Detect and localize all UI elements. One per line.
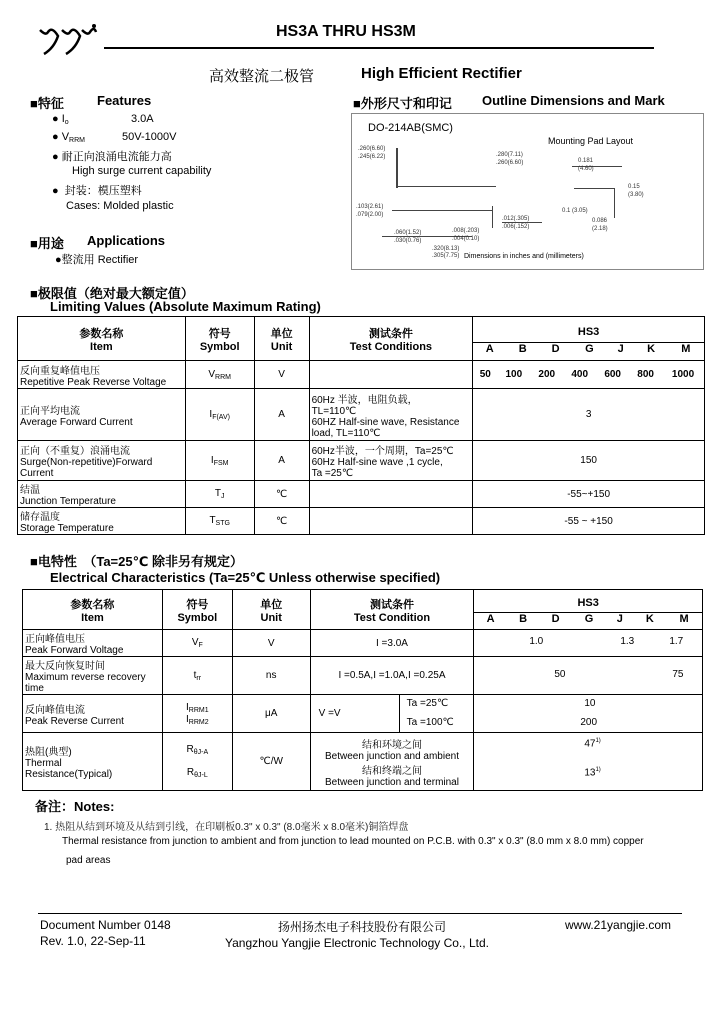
revision: Rev. 1.0, 22-Sep-11: [40, 934, 146, 948]
col-item: 参数名称 Item: [18, 317, 186, 361]
table-row: 正向峰值电压 Peak Forward Voltage $V_F$ V I =3.0A 1.0 1.3 1.7: [23, 630, 703, 657]
pad-layout-label: Mounting Pad Layout: [548, 136, 634, 146]
company-name-en: Yangzhou Yangjie Electronic Technology Co., Ltd.: [225, 936, 489, 950]
note-line-cn: 1. 热阻从结到环境及从结到引线，在印刷板0.3" x 0.3" (8.0毫米 x 8.0毫米)铜箔焊盘: [44, 822, 409, 833]
limiting-heading-cn: ■极限值（绝对最大额定值）: [30, 286, 194, 301]
dim-label: .260(6.60): [496, 160, 524, 166]
feature-case-en: Cases: Molded plastic: [66, 200, 174, 212]
dim-label: .004(0.10): [452, 236, 480, 242]
grade-k: K: [647, 343, 656, 355]
dim-label: .030(0.76): [394, 238, 422, 244]
features-heading-en: Features: [97, 93, 152, 108]
subtitle-cn: 高效整流二极管: [209, 68, 315, 85]
col-symbol: 符号 Symbol: [162, 590, 232, 630]
note-line-en: Thermal resistance from junction to ambient and from junction to lead mounted on P.C.B. with 0.3" x 0.3" (8.0 mm x 8.0 mm) copper: [62, 836, 644, 847]
col-unit: 单位 Unit: [254, 317, 309, 361]
package-label: DO-214AB(SMC): [368, 122, 453, 134]
grade-a: A: [485, 343, 494, 355]
feature-case-cn: ● 封装：模压塑料: [52, 185, 142, 197]
grade-d: D: [551, 343, 560, 355]
package-body: [396, 148, 398, 188]
feature-io-value: 3.0A: [131, 113, 154, 125]
feature-vrrm: ● $V_{RRM}$: [52, 131, 85, 144]
col-unit: 单位 Unit: [232, 590, 310, 630]
grade-m: M: [681, 343, 691, 355]
feature-surge-en: High surge current capability: [72, 165, 212, 177]
dim-label: .103(2.61): [356, 204, 384, 210]
table-row: 反向峰值电流 Peak Reverse Current $I_{RRM1}$ $I_{RRM2}$ μA V =V Ta =25℃ Ta =100℃ 10 200: [23, 695, 703, 733]
col-item: 参数名称 Item: [23, 590, 163, 630]
col-conditions: 测试条件 Test Condition: [310, 590, 474, 630]
grade-g: G: [585, 343, 594, 355]
dim-label: .305(7.75): [432, 253, 460, 259]
electrical-heading-cn: ■电特性 （Ta=25℃ 除非另有规定）: [30, 554, 243, 569]
col-part: HS3 A B D G J K M: [474, 590, 703, 630]
dim-label: .079(2.00): [356, 212, 384, 218]
dim-label: 0.1 (3.05): [562, 208, 588, 214]
feature-surge-cn: ● 耐正向浪涌电流能力高: [52, 151, 172, 163]
dim-label: 0.086: [592, 218, 608, 224]
website-link[interactable]: www.21yangjie.com: [565, 918, 672, 932]
dimensions-note: Dimensions in inches and (millimeters): [464, 253, 584, 260]
dim-label: .008(.203): [452, 228, 480, 234]
electrical-characteristics-table: [22, 589, 703, 791]
dim-label: .280(7.11): [496, 152, 523, 158]
dim-label: (4.60): [578, 166, 594, 172]
notes-heading: 备注：Notes:: [35, 799, 115, 814]
table-row: 正向（不重复）浪涌电流 Surge(Non-repetitive)Forward Current $I_{FSM}$ A 60Hz半波，一个周期，Ta=25℃ 60Hz Half-sine wave ,1 cycle, Ta =25℃ 150: [18, 441, 705, 481]
col-conditions: 测试条件 Test Conditions: [309, 317, 473, 361]
document-number: Document Number 0148: [40, 918, 171, 932]
features-heading-cn: ■特征: [30, 96, 64, 111]
dim-label: 0.15: [628, 184, 640, 190]
feature-io: ● $I_o$: [52, 113, 69, 126]
outline-drawing-frame: [351, 113, 704, 270]
grade-b: B: [518, 343, 527, 355]
feature-vrrm-value: 50V-1000V: [122, 131, 177, 143]
dim-label: .012(.305): [502, 216, 530, 222]
footer-rule: [38, 913, 682, 914]
outline-heading-en: Outline Dimensions and Mark: [482, 93, 665, 108]
table-row: 热阻(典型) Thermal Resistance(Typical) $R_{\theta J-A}$ $R_{\theta J-L}$ ℃/W 结和环境之间 Between junction and ambient 结和终端之间 Between junction and terminal 47$^{1)}$ 13$^{1)}$: [23, 733, 703, 791]
dim-label: .260(6.60): [358, 146, 386, 152]
note-line-en-2: pad areas: [66, 855, 111, 866]
col-symbol: 符号 Symbol: [185, 317, 254, 361]
grade-j: J: [617, 343, 624, 355]
dim-label: (3.80): [628, 192, 644, 198]
col-part: HS3 A B D G J K M: [473, 317, 705, 361]
outline-heading-cn: ■外形尺寸和印记: [353, 96, 452, 111]
limiting-values-table: [17, 316, 705, 535]
applications-heading-en: Applications: [87, 233, 166, 248]
table-row: 正向平均电流 Average Forward Current $I_{F(AV)}$ A 60Hz 半波，电阻负载， TL=110℃ 60HZ Half-sine wave, Resistance load, TL=110℃ 3: [18, 389, 705, 441]
table-row: 最大反向恢复时间 Maximum reverse recovery time $t_{rr}$ ns I =0.5A,I =1.0A,I =0.25A 50 75: [23, 657, 703, 695]
header-rule: [104, 47, 654, 49]
page-title: HS3A THRU HS3M: [276, 23, 416, 40]
table-row: 反向重复峰值电压 Repetitive Peak Reverse Voltage $V_{RRM}$ V 50 100 200 400 600 800 1000: [18, 361, 705, 389]
limiting-heading-en: Limiting Values (Absolute Maximum Rating): [50, 299, 321, 314]
dim-label: .320(8.13): [432, 246, 460, 252]
dim-label: 0.181: [578, 158, 594, 164]
application-item: ●整流用 Rectifier: [55, 254, 139, 266]
applications-heading-cn: ■用途: [30, 236, 64, 251]
electrical-heading-en: Electrical Characteristics (Ta=25℃ Unless otherwise specified): [50, 570, 441, 585]
dim-label: .060(1.52): [394, 230, 422, 236]
company-logo: [36, 22, 98, 58]
table-row: 结温 Junction Temperature $T_J$ ℃ -55~+150: [18, 481, 705, 508]
subtitle-en: High Efficient Rectifier: [361, 65, 522, 82]
table-row: 储存温度 Storage Temperature $T_{STG}$ ℃ -55 ~ +150: [18, 508, 705, 535]
dim-label: (2.18): [592, 226, 608, 232]
dim-label: .245(6.22): [358, 154, 386, 160]
dim-label: .006(.152): [502, 224, 530, 230]
company-name-cn: 扬州扬杰电子科技股份有限公司: [278, 920, 447, 934]
